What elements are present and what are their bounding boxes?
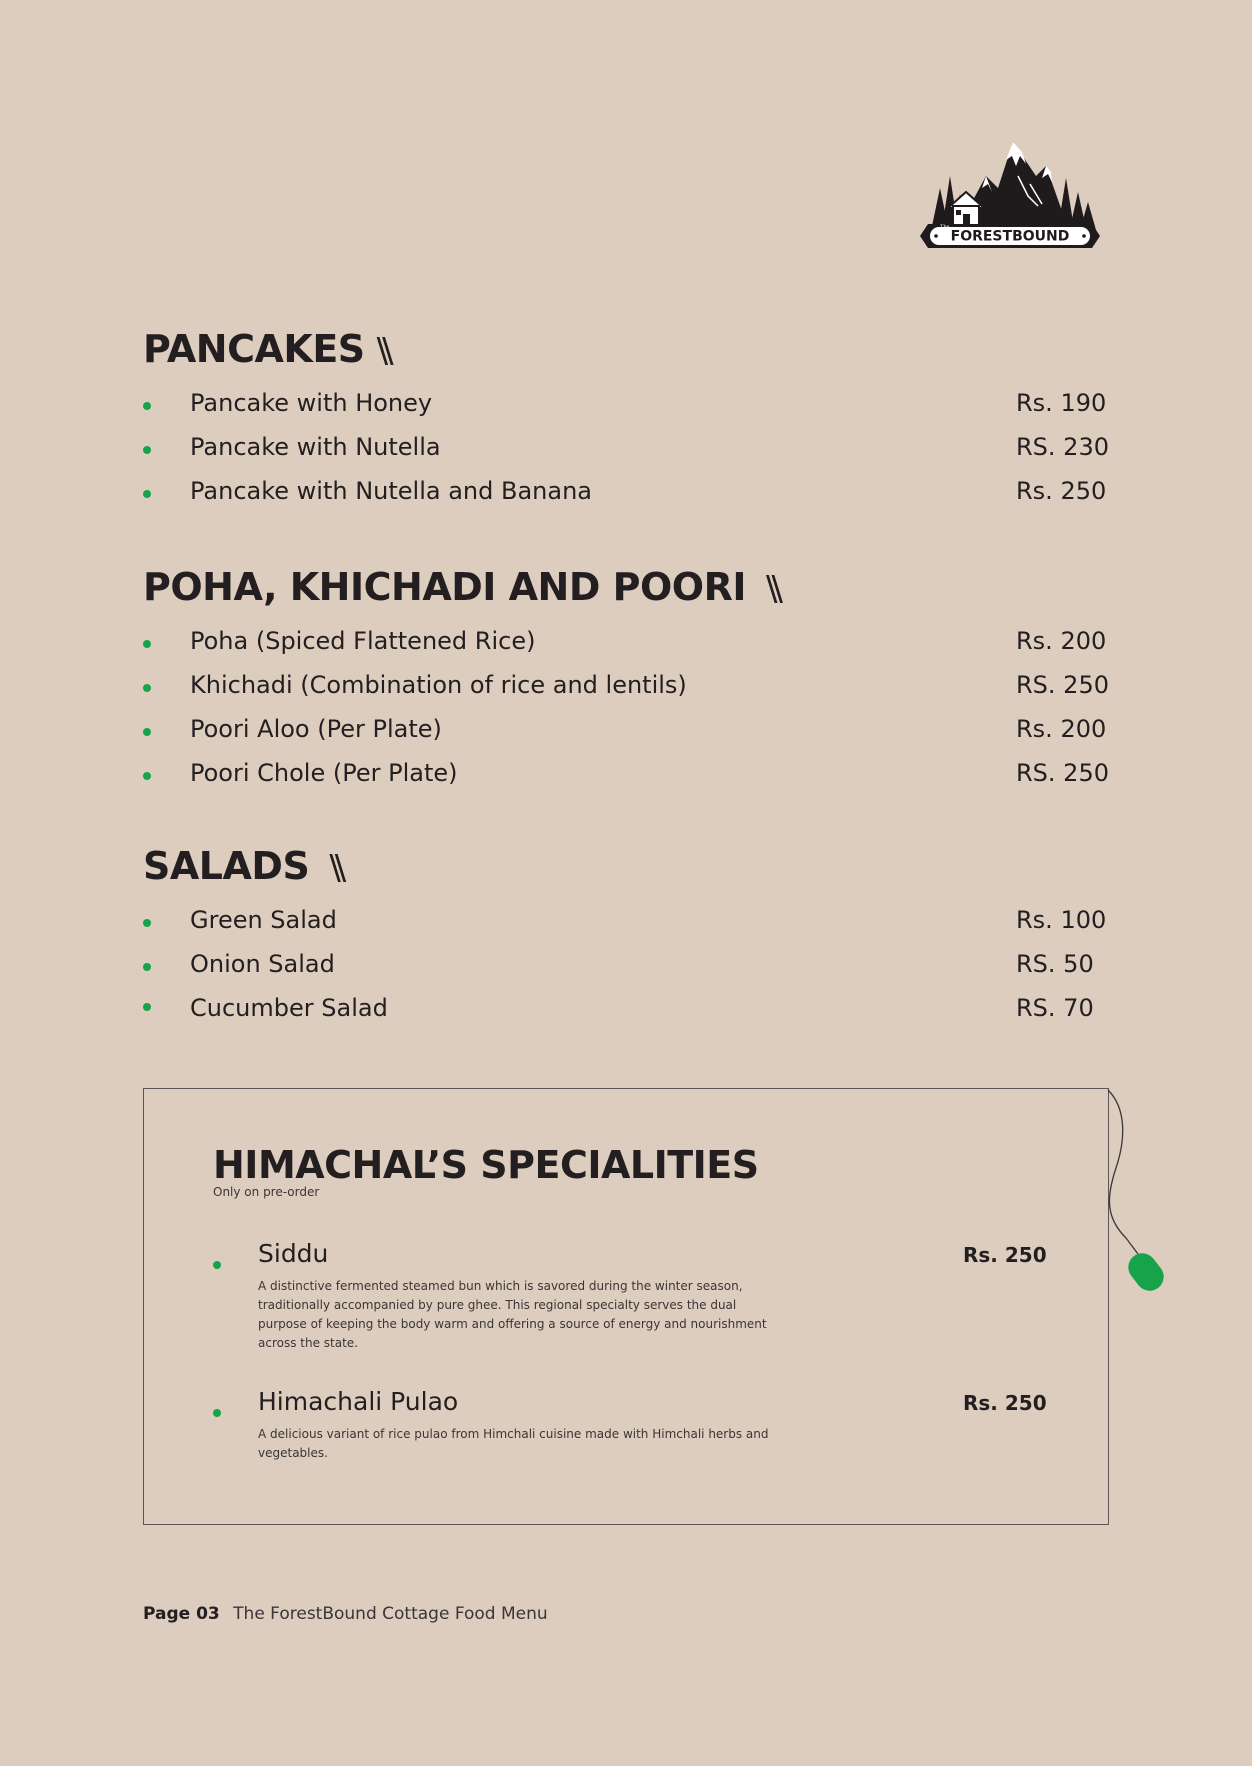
speciality-description: A delicious variant of rice pulao from Himchali cuisine made with Himchali herbs and vegetables. <box>258 1427 769 1460</box>
item-name: Pancake with Nutella and Banana <box>190 477 592 505</box>
item-name: Poha (Spiced Flattened Rice) <box>190 627 536 655</box>
bullet-icon <box>143 919 151 927</box>
item-name: Khichadi (Combination of rice and lentils) <box>190 671 687 699</box>
section-divider: \\ <box>329 848 341 888</box>
menu-item <box>143 663 1109 707</box>
bullet-icon <box>213 1261 221 1269</box>
speciality-price: Rs. 250 <box>963 1243 1047 1267</box>
menu-list <box>143 381 1109 513</box>
bullet-icon <box>143 1003 151 1011</box>
section-title: POHA, KHICHADI AND POORI \\ <box>143 565 777 609</box>
logo-text: FORESTBOUND <box>950 228 1070 245</box>
menu-item <box>143 469 1107 513</box>
item-price: RS. 250 <box>1016 759 1109 787</box>
speciality-name: Siddu <box>258 1239 329 1268</box>
speciality-name: Himachali Pulao <box>258 1387 459 1416</box>
item-name: Poori Chole (Per Plate) <box>190 759 458 787</box>
menu-item <box>143 425 1109 469</box>
item-price: Rs. 250 <box>1016 477 1107 505</box>
item-price: RS. 230 <box>1016 433 1109 461</box>
bullet-icon <box>143 728 151 736</box>
menu-item <box>143 898 1107 942</box>
bullet-icon <box>143 402 151 410</box>
menu-item <box>143 942 1103 986</box>
speciality-description: A distinctive fermented steamed bun which is savored during the winter season, traditionally accompanied by pure ghee. This regional specialty serves the dual purpose of keeping the body warm and offering a source of energy and nourishment across the state. <box>258 1279 767 1350</box>
menu-item <box>143 619 1107 663</box>
item-price: RS. 50 <box>1016 950 1094 978</box>
hanging-tag-decoration <box>1106 1088 1186 1298</box>
item-name: Onion Salad <box>190 950 335 978</box>
bullet-icon <box>143 446 151 454</box>
bullet-icon <box>143 490 151 498</box>
logo-small-text: The <box>940 224 950 230</box>
menu-list <box>143 619 1109 795</box>
item-price: RS. 250 <box>1016 671 1109 699</box>
bullet-icon <box>213 1409 221 1417</box>
section-title: PANCAKES \\ <box>143 327 388 371</box>
menu-item <box>143 986 1103 1030</box>
bullet-icon <box>143 963 151 971</box>
item-name: Poori Aloo (Per Plate) <box>190 715 442 743</box>
bullet-icon <box>143 772 151 780</box>
section-pancakes <box>143 327 1109 513</box>
specialities-subtitle: Only on pre-order <box>213 1185 320 1199</box>
menu-item <box>143 751 1109 795</box>
section-divider: \\ <box>765 569 777 609</box>
section-salads <box>143 844 1107 1030</box>
item-price: Rs. 200 <box>1016 627 1107 655</box>
item-price: RS. 70 <box>1016 994 1094 1022</box>
page-number: Page 03 <box>143 1604 220 1624</box>
item-price: Rs. 100 <box>1016 906 1107 934</box>
specialities-title: HIMACHAL’S SPECIALITIES <box>213 1143 759 1187</box>
bullet-icon <box>143 640 151 648</box>
item-name: Green Salad <box>190 906 337 934</box>
section-divider: \\ <box>376 331 388 371</box>
menu-list <box>143 898 1107 1030</box>
menu-name: The ForestBound Cottage Food Menu <box>233 1604 548 1624</box>
item-price: Rs. 200 <box>1016 715 1107 743</box>
menu-item <box>143 381 1107 425</box>
menu-item <box>143 707 1107 751</box>
page-footer <box>143 1604 548 1624</box>
item-name: Cucumber Salad <box>190 994 388 1022</box>
bullet-icon <box>143 684 151 692</box>
item-price: Rs. 190 <box>1016 389 1107 417</box>
section-title: SALADS \\ <box>143 844 341 888</box>
section-poha-khichadi-poori <box>143 565 1109 795</box>
specialities-box <box>143 1088 1109 1525</box>
item-name: Pancake with Honey <box>190 389 433 417</box>
item-name: Pancake with Nutella <box>190 433 441 461</box>
speciality-price: Rs. 250 <box>963 1391 1047 1415</box>
forestbound-logo <box>918 136 1102 254</box>
